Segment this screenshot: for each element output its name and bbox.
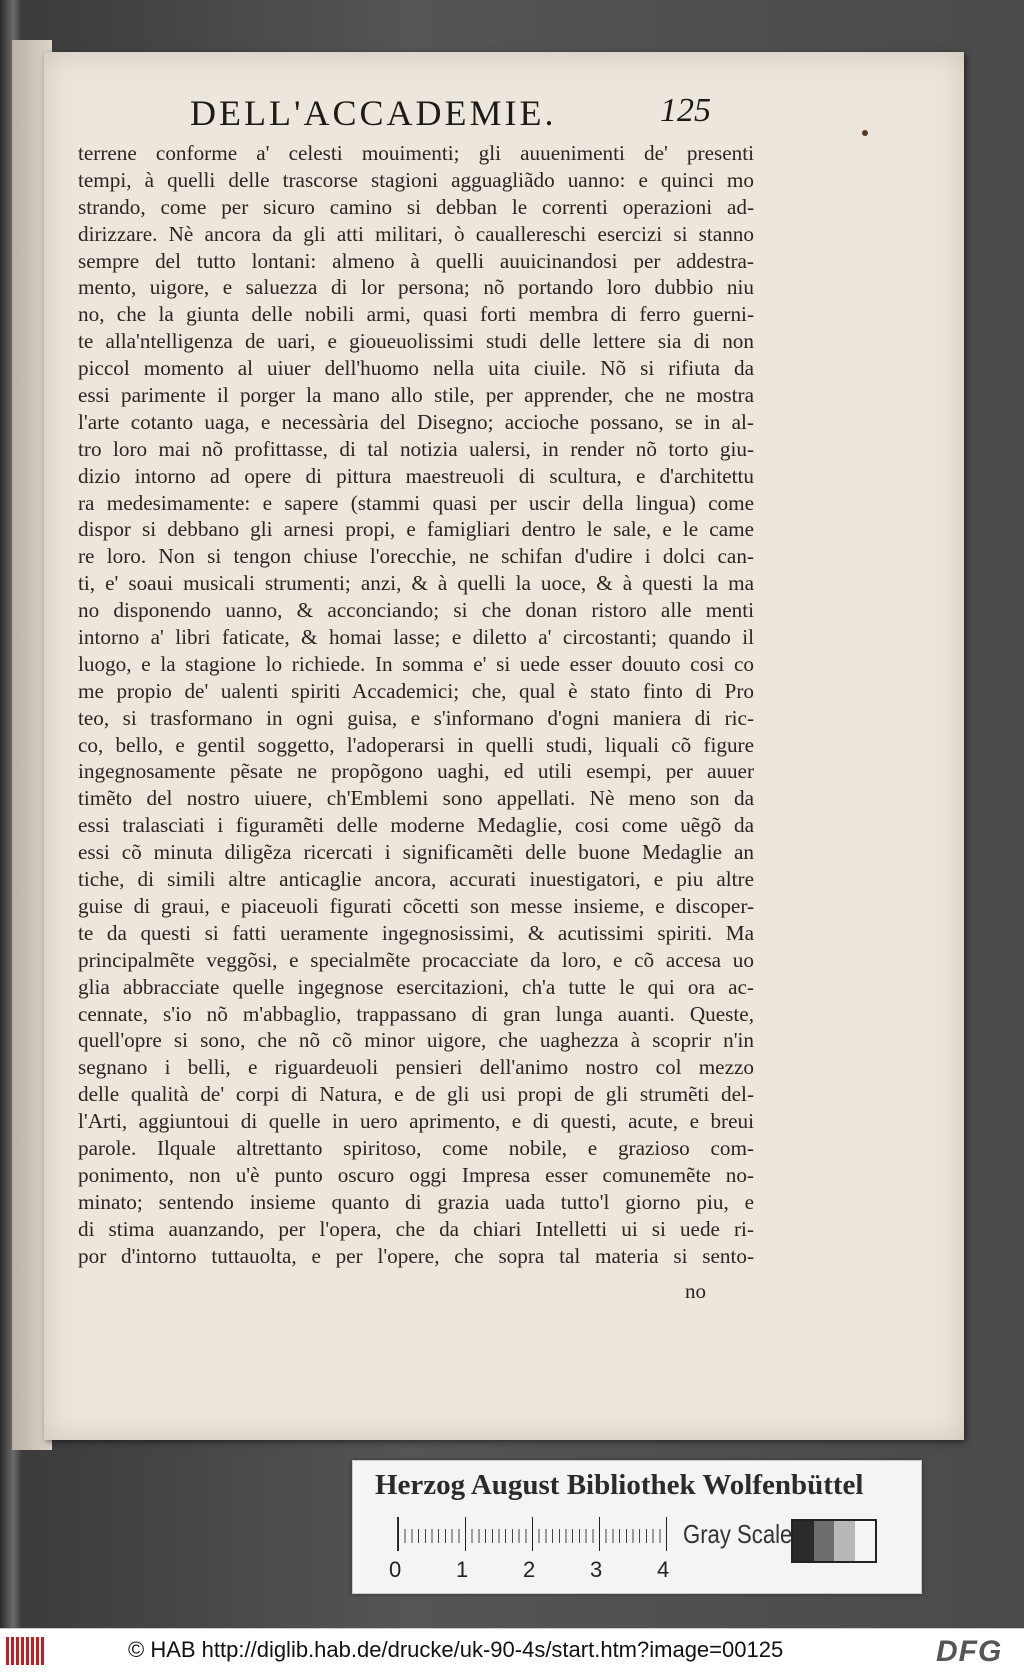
text-line: tempi, à quelli delle trascorse stagioni agguagliãdo uanno: e quinci mo <box>78 167 754 192</box>
text-line: di stima auanzando, per l'opera, che da chiari Intelletti ui si uede ri- <box>78 1216 754 1241</box>
text-line: segnano i belli, e riguardeuoli pensieri dell'animo nostro col mezzo <box>78 1055 754 1080</box>
ruler-label: 1 <box>456 1557 469 1582</box>
color-calibration-card <box>352 1460 922 1594</box>
gray-swatch <box>834 1521 855 1561</box>
text-line: ingegnosamente pẽsate ne propõgono uaghi, ed utili esempi, per auuer <box>78 759 754 784</box>
text-line: ponimento, non u'è punto oscuro oggi Impresa esser comunemẽte no- <box>78 1162 754 1187</box>
ruler-major-tick <box>465 1517 466 1551</box>
text-line: piccol momento al uiuer dell'huomo nella uita ciuile. Nõ si rifiuta da <box>78 356 754 381</box>
ruler-label: 3 <box>590 1557 603 1582</box>
text-line: teo, si trasformano in ogni guisa, e s'informano d'ogni maniera di ric- <box>78 705 754 730</box>
text-line: delle qualità de' corpi di Natura, e de gli usi propi de gli strumẽti del- <box>78 1082 754 1107</box>
text-line: terrene conforme a' celesti mouimenti; gli auuenimenti de' presenti <box>78 141 754 165</box>
text-line: essi cõ minuta diligẽza ricercati i significamẽti delle buone Medaglie an <box>78 840 754 865</box>
ruler-label: 0 <box>389 1557 402 1582</box>
body-text <box>78 140 754 1269</box>
ruler-major-tick <box>599 1517 600 1551</box>
text-line: ra medesimamente: e sapere (stammi quasi per uscir della lingua) come <box>78 490 754 515</box>
text-line: te da questi si fatti ueramente ingegnosissimi, & acutissimi spiriti. Ma <box>78 920 754 945</box>
scale-ruler <box>397 1517 666 1551</box>
text-line: mento, uigore, e saluezza di lor persona; nõ portando loro dubbio niu <box>78 275 754 300</box>
text-line: l'Arti, aggiuntoui di quelle in uero aprimento, e di questi, acute, e breui <box>78 1109 754 1134</box>
text-line: parole. Ilquale altrettanto spiritoso, come nobile, e grazioso com- <box>78 1135 754 1160</box>
ruler-major-tick <box>532 1517 533 1551</box>
ruler-labels <box>389 1557 689 1585</box>
text-line: essi tralasciati i figuramẽti delle moderne Medaglie, cosi come uẽgõ da <box>78 813 754 838</box>
text-line: quell'opre si sono, che nõ cõ minor uigore, che uaghezza à scoprir n'in <box>78 1028 754 1053</box>
page-header <box>190 92 750 142</box>
text-line: glia abbracciate quelle ingegnose esercitazioni, ch'a tutte le qui ora ac- <box>78 974 754 999</box>
text-line: re loro. Non si tengon chiuse l'orecchie, ne schifan d'udire i dolci can- <box>78 544 754 569</box>
ruler-label: 2 <box>523 1557 536 1582</box>
gray-swatch <box>793 1521 814 1561</box>
hab-logo-icon <box>6 1637 46 1665</box>
text-line: tiche, di simili altre anticaglie ancora, accurati inuestigatori, e piu altre <box>78 867 754 892</box>
gray-swatch <box>855 1521 876 1561</box>
grayscale-label: Gray Scale <box>683 1519 793 1549</box>
text-line: por d'intorno tuttauolta, e per l'opere, che sopra tal materia si sento- <box>78 1243 754 1268</box>
text-line: intorno a' libri faticate, & homai lasse; e diletto a' circostanti; quando il <box>78 625 754 650</box>
text-line: tro loro mai nõ profittasse, di tal notizia ualersi, in render nõ torto giu- <box>78 436 754 461</box>
text-line: sempre del tutto lontani: almeno à quelli auuicinandosi per addestra- <box>78 248 754 273</box>
text-line: no, che la giunta delle nobili armi, quasi forti membra di ferro guerni- <box>78 302 754 327</box>
text-line: dispor si debbano gli arnesi propi, e famigliari dentro le sale, e le came <box>78 517 754 542</box>
ruler-label: 4 <box>657 1557 670 1582</box>
text-line: essi parimente il porger la mano allo stile, per apprender, che ne mostra <box>78 383 754 408</box>
page-number: 125 <box>660 92 711 129</box>
text-line: timẽto del nostro uiuere, ch'Emblemi sono appellati. Nè meno son da <box>78 786 754 811</box>
ink-spot <box>862 130 868 136</box>
footer-bar <box>0 1628 1024 1672</box>
source-credit[interactable]: © HAB http://diglib.hab.de/drucke/uk-90-4s/start.htm?image=00125 <box>128 1637 784 1662</box>
text-line: dirizzare. Nè ancora da gli atti militari, ò cauallereschi esercizi si stanno <box>78 221 754 246</box>
text-line: ti, e' soaui musicali strumenti; anzi, & à quelli la uoce, & à questi la ma <box>78 571 754 596</box>
text-line: me propio de' ualenti spiriti Accademici; che, qual è stato finto di Pro <box>78 678 754 703</box>
running-title: DELL'ACCADEMIE. <box>190 93 557 133</box>
text-line: luogo, e la stagione lo richiede. In somma e' si uede esser douuto cosi co <box>78 651 754 676</box>
text-line: minato; sentendo insieme quanto di grazia uada tutto'l giorno piu, e <box>78 1189 754 1214</box>
text-line: te alla'ntelligenza de uari, e gioueuolissimi studi delle lettere sia di non <box>78 329 754 354</box>
library-name: Herzog August Bibliothek Wolfenbüttel <box>375 1469 864 1501</box>
dfg-logo: DFG <box>936 1635 1003 1668</box>
gray-swatch <box>814 1521 835 1561</box>
text-line: principalmẽte veggõsi, e specialmẽte procacciate da loro, e cõ accesa uo <box>78 947 754 972</box>
text-line: l'arte cotanto uaga, e necessària del Disegno; accioche possano, se in al- <box>78 409 754 434</box>
ruler-major-tick <box>666 1517 667 1551</box>
text-line: cennate, s'io nõ m'abbaglio, trappassano di gran lunga auanti. Queste, <box>78 1001 754 1026</box>
ruler-major-tick <box>398 1517 399 1551</box>
text-line: co, bello, e gentil soggetto, l'adoperarsi in quelli studi, liquali cõ figure <box>78 732 754 757</box>
grayscale-swatches <box>791 1519 877 1563</box>
text-line: no disponendo uanno, & acconciando; si che donan ristoro alle menti <box>78 598 754 623</box>
text-line: guise di graui, e piaceuoli figurati cõcetti son messe insieme, e discoper- <box>78 893 754 918</box>
text-line: strando, come per sicuro camino si debban le correnti operazioni ad- <box>78 194 754 219</box>
catchword: no <box>685 1279 706 1303</box>
text-line: dizio intorno ad opere di pittura maestreuoli di scultura, e d'architettu <box>78 463 754 488</box>
